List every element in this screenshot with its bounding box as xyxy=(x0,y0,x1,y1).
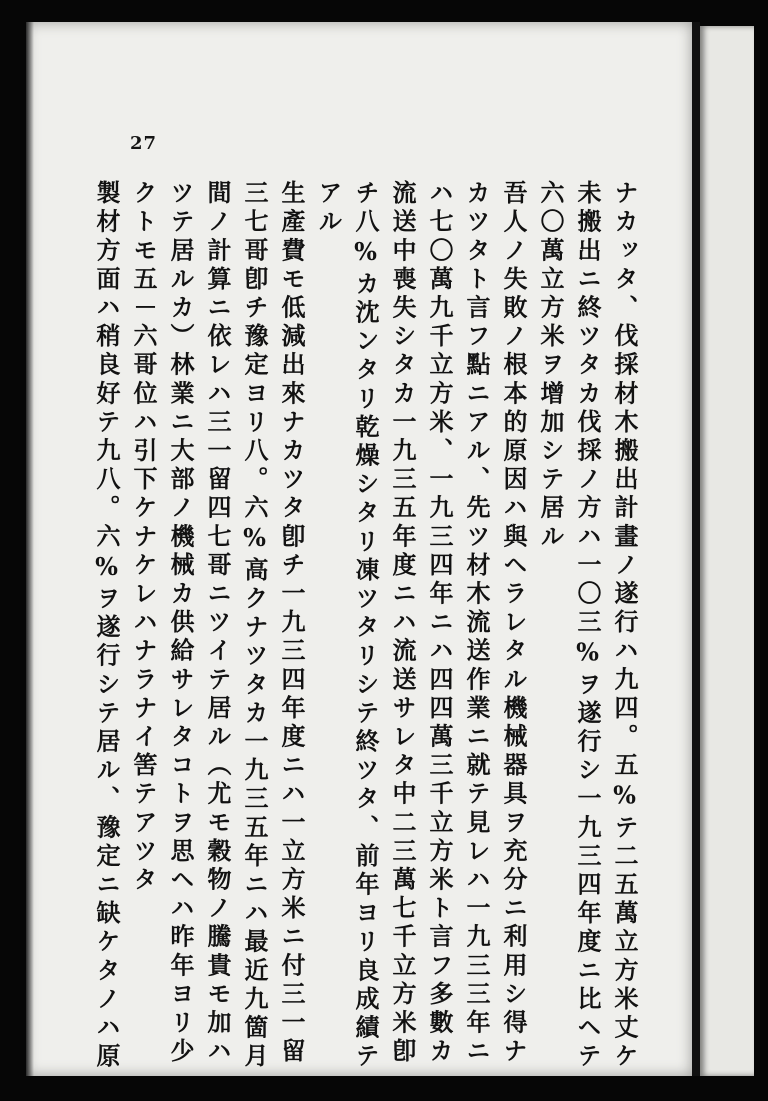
adjacent-page-edge xyxy=(700,26,754,1076)
page-number: 27 xyxy=(130,133,158,154)
text-column: カツタト言フ點ニアル、先ツ材木流送作業ニ就テ見レハ一九三三年ニ xyxy=(462,180,491,1067)
text-column: 生產費モ低減出來ナカツタ卽チ一九三四年度ニハ一立方米ニ付三一留 xyxy=(277,180,306,1067)
text-column: 六〇萬立方米ヲ增加シテ居ル xyxy=(536,180,565,552)
text-column: 間ノ計算ニ依レハ三一留四七哥ニツイテ居ル（尤モ穀物ノ騰貴モ加ハ xyxy=(203,180,232,1067)
text-column: アル xyxy=(314,180,343,238)
text-column: 吾人ノ失敗ノ根本的原因ハ與ヘラレタル機械器具ヲ充分ニ利用シ得ナ xyxy=(499,180,528,1067)
text-column: 製材方面ハ稍良好テ九八。六%ヲ遂行シテ居ル、豫定ニ缺ケタノハ原 xyxy=(92,180,121,1072)
text-column: ナカッタ、伐採材木搬出計畫ノ遂行ハ九四。五%テ二五萬立方米丈ケ xyxy=(610,180,639,1072)
text-column: 未搬出ニ終ツタカ伐採ノ方ハ一〇三%ヲ遂行シ一九三四年度ニ比ヘテ xyxy=(573,180,602,1072)
text-column: チ八%カ沈ンタリ乾燥シタリ凍ツタリシテ終ツタ、前年ヨリ良成績テ xyxy=(351,180,380,1072)
book-gutter xyxy=(692,22,700,1076)
text-column: 流送中喪失シタカ一九三五年度ニハ流送サレタ中二三萬七千立方米卽 xyxy=(388,180,417,1067)
text-column: クトモ五－六哥位ハ引下ケナケレハナラナイ筈テアツタ xyxy=(129,180,158,895)
text-column: ハ七〇萬九千立方米、一九三四年ニハ四四萬三千立方米ト言フ多數カ xyxy=(425,180,454,1067)
text-column: 三七哥卽チ豫定ヨリ八。六%高クナツタカ一九三五年ニハ最近九箇月 xyxy=(240,180,269,1072)
text-column: ツテ居ルカ）林業ニ大部ノ機械カ供給サレタコトヲ思ヘハ昨年ヨリ少 xyxy=(166,180,195,1067)
vertical-text-block xyxy=(92,180,652,1072)
